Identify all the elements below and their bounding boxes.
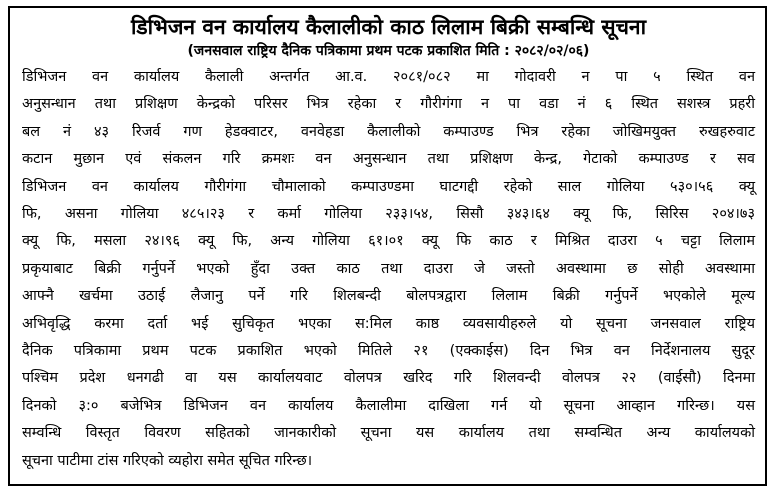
notice-body-line: डिभिजन वन कार्यालय गौरीगंगा चौमालाको कम्पाउण्डमा घाटगद्दी रहेको साल गोलिया ५३०।५६ क्यू [22,178,755,195]
notice-body-line: डिभिजन वन कार्यालय कैलाली अन्तर्गत आ.व. २०८१/०८२ मा गोदावरी न पा ५ स्थित वन [22,69,755,85]
notice-subtitle: (जनसवाल राष्ट्रिय दैनिक पत्रिकामा प्रथम पटक प्रकाशित मिति : २०८२/०२/०६) [187,43,590,59]
notice-box [8,6,767,486]
notice-title: डिभिजन वन कार्यालय कैलालीको काठ लिलाम बिक्री सम्बन्धि सूचना [130,15,647,39]
notice-body-line: सम्वन्धि विस्तृत विवरण सहितको जानकारीको सूचना यस कार्यालय तथा सम्वन्धित अन्य कार्यालयको [22,425,755,442]
notice-body-line: फि, असना गोलिया ४८५।२३ र कर्मा गोलिया २३३।५४, सिसौ ३४३।६४ क्यू फि, सिरिस २०४।७३ [22,206,755,223]
notice-body-line: सूचना पाटीमा टांस गरिएको व्यहोरा समेत सूचित गरिन्छ। [22,452,313,469]
notice-body-line: अनुसन्धान तथा प्रशिक्षण केन्द्रको परिसर भित्र रहेका र गौरीगंगा न पा वडा नं ६ स्थित सशस्त्र प्रहरी [22,96,755,113]
notice-body-line: दैनिक पत्रिकामा प्रथम पटक प्रकाशित भएको मितिले २१ (एक्काईस) दिन भित्र वन निर्देशनालय सुदूर [22,343,755,360]
notice-body-line: क्यू फि, मसला २४।९६ क्यू फि, अन्य गोलिया ६१।०१ क्यू फि काठ र मिश्रित दाउरा ५ चट्टा लिलाम [22,233,755,250]
notice-body-line: अभिवृद्धि करमा दर्ता भई सुचिकृत भएका स:मिल काष्ठ व्यवसायीहरुले यो सूचना जनसवाल राष्ट्रिय [22,315,755,332]
notice-body [22,64,755,475]
notice-body-line: बल नं ४३ रिजर्व गण हेडक्वाटर, वनवेहडा कैलालीको कम्पाउण्ड भित्र रहेका जोखिमयुक्त रुखहरुवाट [22,123,755,140]
notice-body-line: पश्चिम प्रदेश धनगढी वा यस कार्यालयवाट वोलपत्र खरिद गरि शिलवन्दी वोलपत्र २२ (वाईसौ) दिनमा [22,370,755,387]
notice-body-line: दिनको ३:० बजेभित्र डिभिजन वन कार्यालय कैलालीमा दाखिला गर्न यो सूचना आव्हान गरिन्छ। यस [22,397,755,414]
notice-body-line: आफ्नै खर्चमा उठाई लैजानु पर्ने गरि शिलबन्दी बोलपत्रद्वारा लिलाम बिक्री गर्नुपर्ने भएकोले मूल्य [22,288,755,305]
notice-body-line: प्रकृयाबाट बिक्री गर्नुपर्ने भएको हुँदा उक्त काठ तथा दाउरा जे जस्तो अवस्थामा छ सोही अवस्थामा [22,260,755,277]
notice-body-line: कटान मुछान एवं संकलन गरि क्रमशः वन अनुसन्धान तथा प्रशिक्षण केन्द्र, गेटाको कम्पाउण्ड र सव [22,151,755,168]
